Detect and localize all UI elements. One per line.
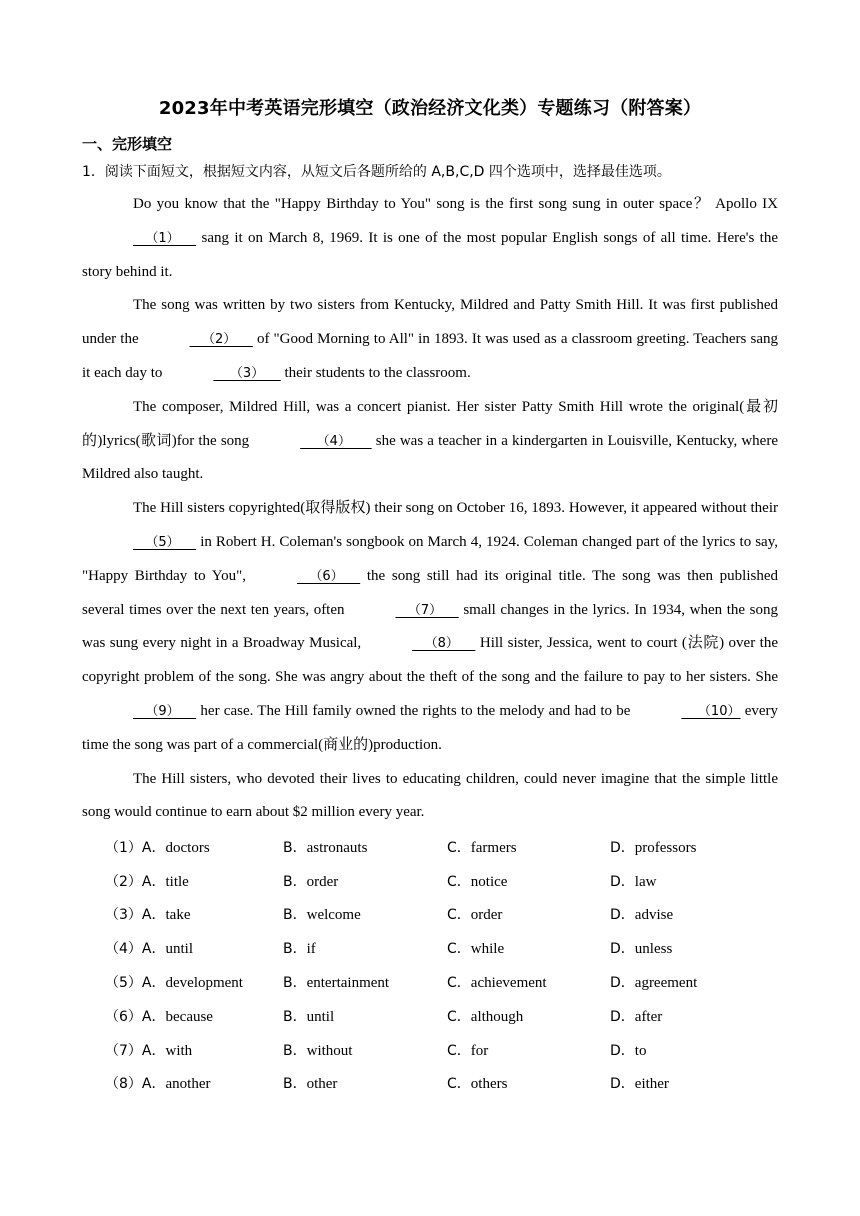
answer-options	[105, 830, 805, 1100]
answer-blank: （6）	[296, 568, 361, 584]
option-row	[105, 898, 805, 932]
option-text: unless	[634, 941, 673, 958]
option-text: advise	[634, 907, 674, 924]
passage-paragraph	[82, 763, 778, 831]
option-choice	[610, 871, 800, 891]
option-text: title	[165, 873, 189, 890]
option-row	[105, 1067, 805, 1101]
option-letter: A．	[141, 1008, 166, 1025]
question-number: （1）	[105, 839, 142, 856]
question-number: （6）	[105, 1008, 142, 1025]
passage-text: The Hill sisters copyrighted(取得版权) their song on October 16, 1893. However, it appeared without their	[133, 500, 778, 517]
passage-text: the song still had its original title. The song was then published several times over the next ten years, often	[82, 567, 779, 618]
option-row	[105, 999, 805, 1033]
option-letter: C．	[447, 1042, 471, 1059]
option-text: astronauts	[306, 839, 368, 856]
option-letter: D．	[610, 1008, 635, 1025]
option-letter: B．	[283, 873, 307, 890]
option-letter: B．	[283, 975, 307, 992]
option-choice	[283, 972, 447, 992]
passage-paragraph	[82, 492, 778, 762]
option-text: either	[634, 1076, 669, 1093]
question-number: （7）	[105, 1042, 142, 1059]
option-text: with	[165, 1042, 193, 1059]
answer-blank: （9）	[133, 703, 197, 719]
option-letter: C．	[447, 839, 471, 856]
option-text: farmers	[470, 839, 517, 856]
option-letter: D．	[610, 873, 635, 890]
option-choice	[447, 871, 610, 891]
option-letter: D．	[610, 907, 635, 924]
option-text: until	[165, 941, 194, 958]
answer-blank: （4）	[300, 433, 372, 449]
option-choice	[610, 1006, 800, 1026]
option-text: until	[306, 1008, 335, 1025]
option-text: although	[470, 1008, 524, 1025]
option-letter: D．	[610, 975, 635, 992]
option-row	[105, 864, 805, 898]
question-instruction: 1．阅读下面短文，根据短文内容，从短文后各题所给的 A,B,C,D 四个选项中，选择最佳选项。	[82, 164, 671, 180]
option-letter: C．	[447, 873, 471, 890]
passage-paragraph	[82, 188, 778, 289]
option-text: agreement	[634, 975, 698, 992]
option-text: welcome	[306, 907, 361, 924]
cloze-passage	[82, 188, 778, 830]
passage-text: of "Good Morning to All" in 1893. It was used as a classroom greeting. Teachers sang it each day to	[82, 331, 778, 381]
option-choice	[105, 871, 283, 891]
option-text: other	[306, 1076, 338, 1093]
option-text: professors	[634, 839, 697, 856]
passage-text: their students to the classroom.	[280, 364, 471, 381]
answer-blank: （10）	[681, 703, 741, 719]
option-text: for	[470, 1042, 489, 1059]
question-number: （2）	[105, 873, 142, 890]
option-letter: A．	[141, 873, 166, 890]
option-row	[105, 830, 805, 864]
option-choice	[610, 938, 800, 958]
option-text: law	[634, 873, 657, 890]
option-text: without	[306, 1042, 353, 1059]
passage-text: The Hill sisters, who devoted their lives to educating children, could never imagine that the simple little song would continue to earn about $2 million every year.	[82, 770, 778, 821]
option-letter: D．	[610, 941, 635, 958]
option-letter: C．	[447, 975, 471, 992]
option-choice	[447, 837, 610, 857]
section-heading: 一、完形填空	[82, 135, 173, 153]
option-text: achievement	[470, 975, 547, 992]
option-choice	[447, 904, 610, 924]
passage-text: every time the song was part of a commercial(商业的)production.	[82, 702, 778, 753]
option-letter: C．	[447, 907, 471, 924]
passage-text: small changes in the lyrics. In 1934, when the song was sung every night in a Broadway Musical,	[82, 601, 778, 652]
passage-text: Hill sister, Jessica, went to court (法院) over the copyright problem of the song. She was angry about the theft of the song and the failure to pay to her sisters. She	[82, 635, 778, 686]
answer-blank: （5）	[133, 534, 197, 550]
option-letter: B．	[283, 839, 307, 856]
option-choice	[447, 1040, 610, 1060]
option-letter: A．	[141, 907, 166, 924]
option-choice	[610, 972, 800, 992]
passage-paragraph	[82, 391, 778, 492]
option-choice	[105, 1040, 283, 1060]
option-letter: C．	[447, 1076, 471, 1093]
option-letter: B．	[283, 907, 307, 924]
option-text: entertainment	[306, 975, 390, 992]
option-choice	[610, 837, 800, 857]
option-letter: B．	[283, 1042, 307, 1059]
option-choice	[105, 972, 283, 992]
option-choice	[610, 1040, 800, 1060]
answer-blank: （3）	[213, 365, 281, 381]
option-letter: B．	[283, 1008, 307, 1025]
answer-blank: （2）	[189, 332, 253, 348]
answer-blank: （8）	[412, 636, 476, 652]
question-number: （4）	[105, 941, 142, 958]
option-choice	[610, 1073, 800, 1093]
option-row	[105, 1033, 805, 1067]
option-text: others	[470, 1076, 508, 1093]
option-choice	[105, 938, 283, 958]
passage-text: Do you know that the "Happy Birthday to You" song is the first song sung in outer space？ Apollo IX	[133, 196, 778, 212]
option-text: another	[165, 1076, 211, 1093]
question-number: （8）	[105, 1076, 142, 1093]
option-choice	[105, 1073, 283, 1093]
option-text: development	[165, 975, 243, 992]
option-letter: D．	[610, 839, 635, 856]
option-letter: B．	[283, 1076, 307, 1093]
option-text: order	[306, 873, 339, 890]
answer-blank: （1）	[133, 230, 197, 246]
option-letter: D．	[610, 1042, 635, 1059]
document-title: 2023年中考英语完形填空（政治经济文化类）专题练习（附答案）	[158, 98, 702, 119]
option-choice	[283, 1006, 447, 1026]
option-choice	[447, 1073, 610, 1093]
option-choice	[283, 1073, 447, 1093]
question-number: （5）	[105, 975, 142, 992]
option-letter: A．	[141, 839, 166, 856]
passage-text: The song was written by two sisters from Kentucky, Mildred and Patty Smith Hill. It was first published under the	[82, 297, 778, 348]
option-choice	[105, 1006, 283, 1026]
passage-text: her case. The Hill family owned the rights to the melody and had to be	[196, 702, 631, 719]
option-text: if	[306, 941, 316, 958]
option-row	[105, 965, 805, 999]
option-choice	[283, 837, 447, 857]
passage-text: she was a teacher in a kindergarten in Louisville, Kentucky, where Mildred also taught.	[82, 432, 778, 483]
option-letter: A．	[141, 941, 166, 958]
option-row	[105, 931, 805, 965]
passage-text: in Robert H. Coleman's songbook on March 4, 1924. Coleman changed part of the lyrics to say, "Happy Birthday to You",	[82, 533, 778, 584]
option-text: take	[165, 907, 191, 924]
option-text: order	[470, 907, 503, 924]
option-choice	[447, 938, 610, 958]
option-choice	[447, 972, 610, 992]
option-letter: D．	[610, 1076, 635, 1093]
question-number: （3）	[105, 907, 142, 924]
answer-blank: （7）	[395, 602, 459, 618]
option-choice	[283, 871, 447, 891]
passage-text: The composer, Mildred Hill, was a concert pianist. Her sister Patty Smith Hill wrote the original(最初的)lyrics(歌词)for the song	[82, 398, 778, 449]
option-letter: C．	[447, 1008, 471, 1025]
option-text: while	[470, 941, 505, 958]
option-letter: A．	[141, 1042, 166, 1059]
option-letter: C．	[447, 941, 471, 958]
option-choice	[283, 938, 447, 958]
option-choice	[283, 904, 447, 924]
option-text: after	[634, 1008, 663, 1025]
option-text: because	[165, 1008, 213, 1025]
option-text: notice	[470, 873, 508, 890]
option-letter: A．	[141, 1076, 166, 1093]
option-letter: B．	[283, 941, 307, 958]
passage-paragraph	[82, 289, 778, 390]
option-text: doctors	[165, 839, 210, 856]
option-choice	[283, 1040, 447, 1060]
option-text: to	[634, 1042, 647, 1059]
option-letter: A．	[141, 975, 166, 992]
passage-text: sang it on March 8, 1969. It is one of the most popular English songs of all time. Here's the story behind it.	[82, 229, 778, 280]
option-choice	[447, 1006, 610, 1026]
option-choice	[610, 904, 800, 924]
option-choice	[105, 837, 283, 857]
option-choice	[105, 904, 283, 924]
